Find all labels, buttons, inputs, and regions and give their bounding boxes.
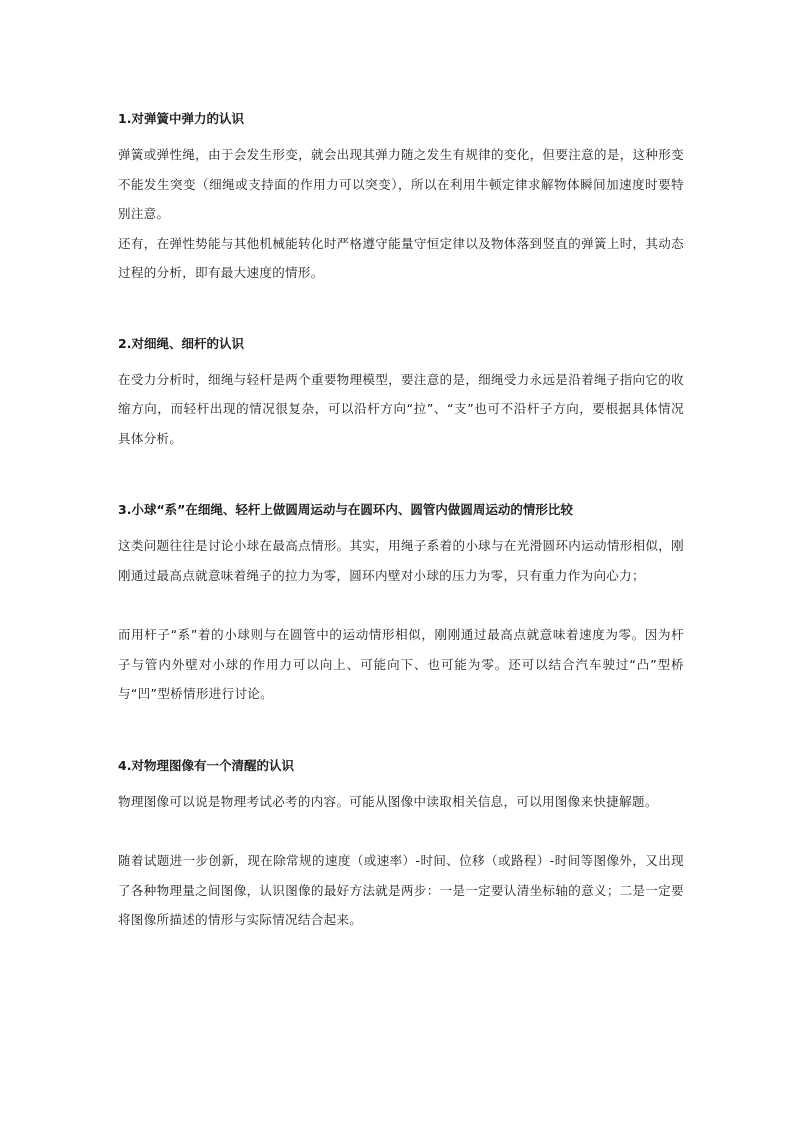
section-heading: 4.对物理图像有一个清醒的认识 bbox=[118, 757, 294, 773]
paragraph: 随着试题进一步创新，现在除常规的速度（或速率）-时间、位移（或路程）-时间等图像外，又出现了各种物理量之间图像，认识图像的最好方法就是两步：一是一定要认清坐标轴的意义；二是一定要将图像所描述的情形与实际情况结合起来。 bbox=[118, 853, 684, 927]
paragraph: 物理图像可以说是物理考试必考的内容。可能从图像中读取相关信息，可以用图像来快捷解题。 bbox=[118, 793, 658, 809]
section-2 bbox=[118, 332, 684, 454]
paragraph: 而用杆子“系”着的小球则与在圆管中的运动情形相似，刚刚通过最高点就意味着速度为零。因为杆子与管内外壁对小球的作用力可以向上、可能向下、也可能为零。还可以结合汽车驶过“凸”型桥与“凹”型桥情形进行讨论。 bbox=[118, 627, 684, 701]
section-heading: 3.小球“系”在细绳、轻杆上做圆周运动与在圆环内、圆管内做圆周运动的情形比较 bbox=[118, 502, 573, 517]
section-4 bbox=[118, 754, 684, 935]
paragraph: 这类问题往往是讨论小球在最高点情形。其实，用绳子系着的小球与在光滑圆环内运动情形相似，刚刚通过最高点就意味着绳子的拉力为零，圆环内壁对小球的压力为零，只有重力作为向心力； bbox=[118, 538, 684, 583]
section-3 bbox=[118, 498, 684, 709]
paragraph: 在受力分析时，细绳与轻杆是两个重要物理模型，要注意的是，细绳受力永远是沿着绳子指向它的收缩方向，而轻杆出现的情况很复杂，可以沿杆方向“拉”、“支”也可不沿杆子方向，要根据具体情况具体分析。 bbox=[118, 371, 684, 446]
paragraph: 还有，在弹性势能与其他机械能转化时严格遵守能量守恒定律以及物体落到竖直的弹簧上时，其动态过程的分析，即有最大速度的情形。 bbox=[118, 235, 684, 280]
section-heading: 2.对细绳、细杆的认识 bbox=[118, 335, 244, 351]
document-page bbox=[118, 107, 684, 935]
section-heading: 1.对弹簧中弹力的认识 bbox=[118, 111, 244, 126]
paragraph: 弹簧或弹性绳，由于会发生形变，就会出现其弹力随之发生有规律的变化，但要注意的是，这种形变不能发生突变（细绳或支持面的作用力可以突变），所以在利用牛顿定律求解物体瞬间加速度时要特别注意。 bbox=[118, 147, 684, 221]
section-1 bbox=[118, 107, 684, 288]
